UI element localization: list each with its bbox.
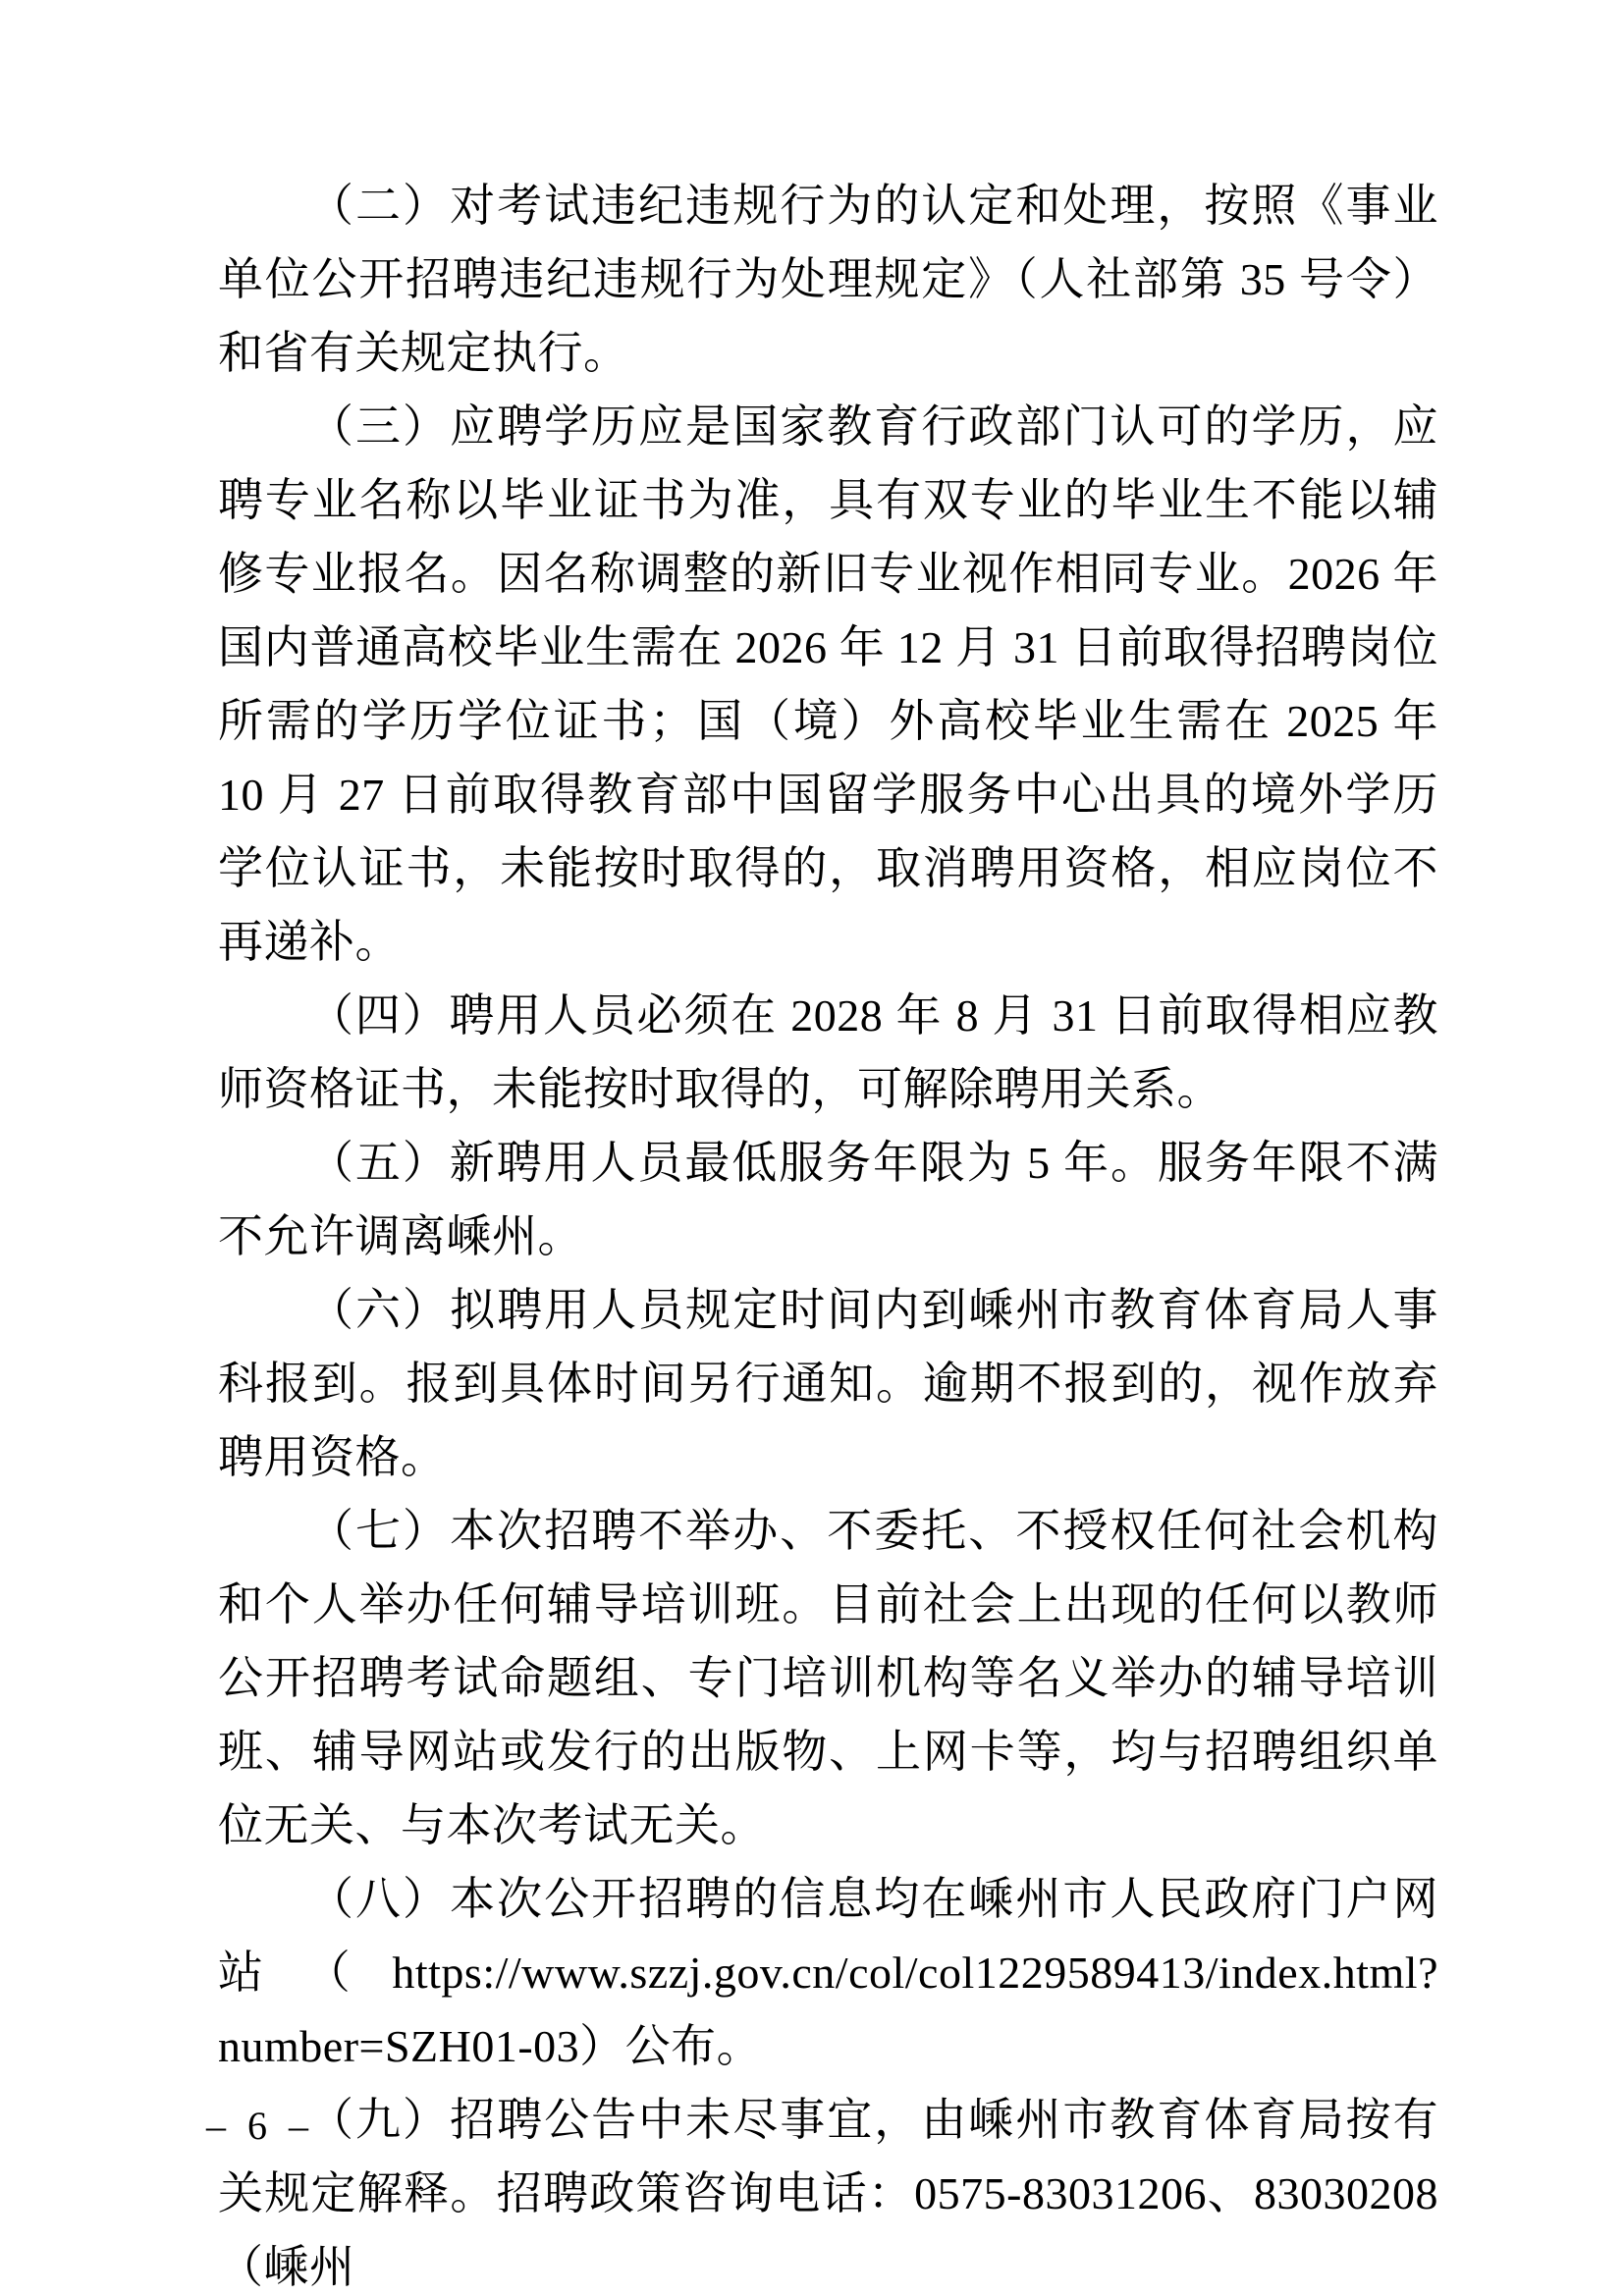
paragraph-clause-3: （三）应聘学历应是国家教育行政部门认可的学历，应聘专业名称以毕业证书为准，具有双专业的毕业生不能以辅修专业报名。因名称调整的新旧专业视作相同专业。2026 年国内普通高校毕业生需在 2026 年 12 月 31 日前取得招聘岗位所需的学历学位证书；国（境）外高校毕业生需在 2025 年 10 月 27 日前取得教育部中国留学服务中心出具的境外学历学位认证书，未能按时取得的，取消聘用资格，相应岗位不再递补。	[218, 401, 1438, 967]
paragraph-clause-9: （九）招聘公告中未尽事宜，由嵊州市教育体育局按有关规定解释。招聘政策咨询电话：0575-83031206、83030208（嵊州	[218, 2095, 1438, 2292]
paragraph-clause-2: （二）对考试违纪违规行为的认定和处理，按照《事业单位公开招聘违纪违规行为处理规定》（人社部第 35 号令）和省有关规定执行。	[218, 181, 1438, 378]
document-body	[218, 169, 1438, 2296]
paragraph-clause-8: （八）本次公开招聘的信息均在嵊州市人民政府门户网站（https://www.szzj.gov.cn/col/col1229589413/index.html?number=SZH01-03）公布。	[218, 1874, 1438, 2071]
paragraph-clause-5: （五）新聘用人员最低服务年限为 5 年。服务年限不满不允许调离嵊州。	[218, 1138, 1438, 1261]
paragraph-clause-7: （七）本次招聘不举办、不委托、不授权任何社会机构和个人举办任何辅导培训班。目前社会上出现的任何以教师公开招聘考试命题组、专门培训机构等名义举办的辅导培训班、辅导网站或发行的出版物、上网卡等，均与招聘组织单位无关、与本次考试无关。	[218, 1506, 1438, 1850]
paragraph-clause-6: （六）拟聘用人员规定时间内到嵊州市教育体育局人事科报到。报到具体时间另行通知。逾期不报到的，视作放弃聘用资格。	[218, 1285, 1438, 1482]
page-number: – 6 –	[206, 2104, 314, 2148]
paragraph-clause-4: （四）聘用人员必须在 2028 年 8 月 31 日前取得相应教师资格证书，未能按时取得的，可解除聘用关系。	[218, 990, 1438, 1114]
